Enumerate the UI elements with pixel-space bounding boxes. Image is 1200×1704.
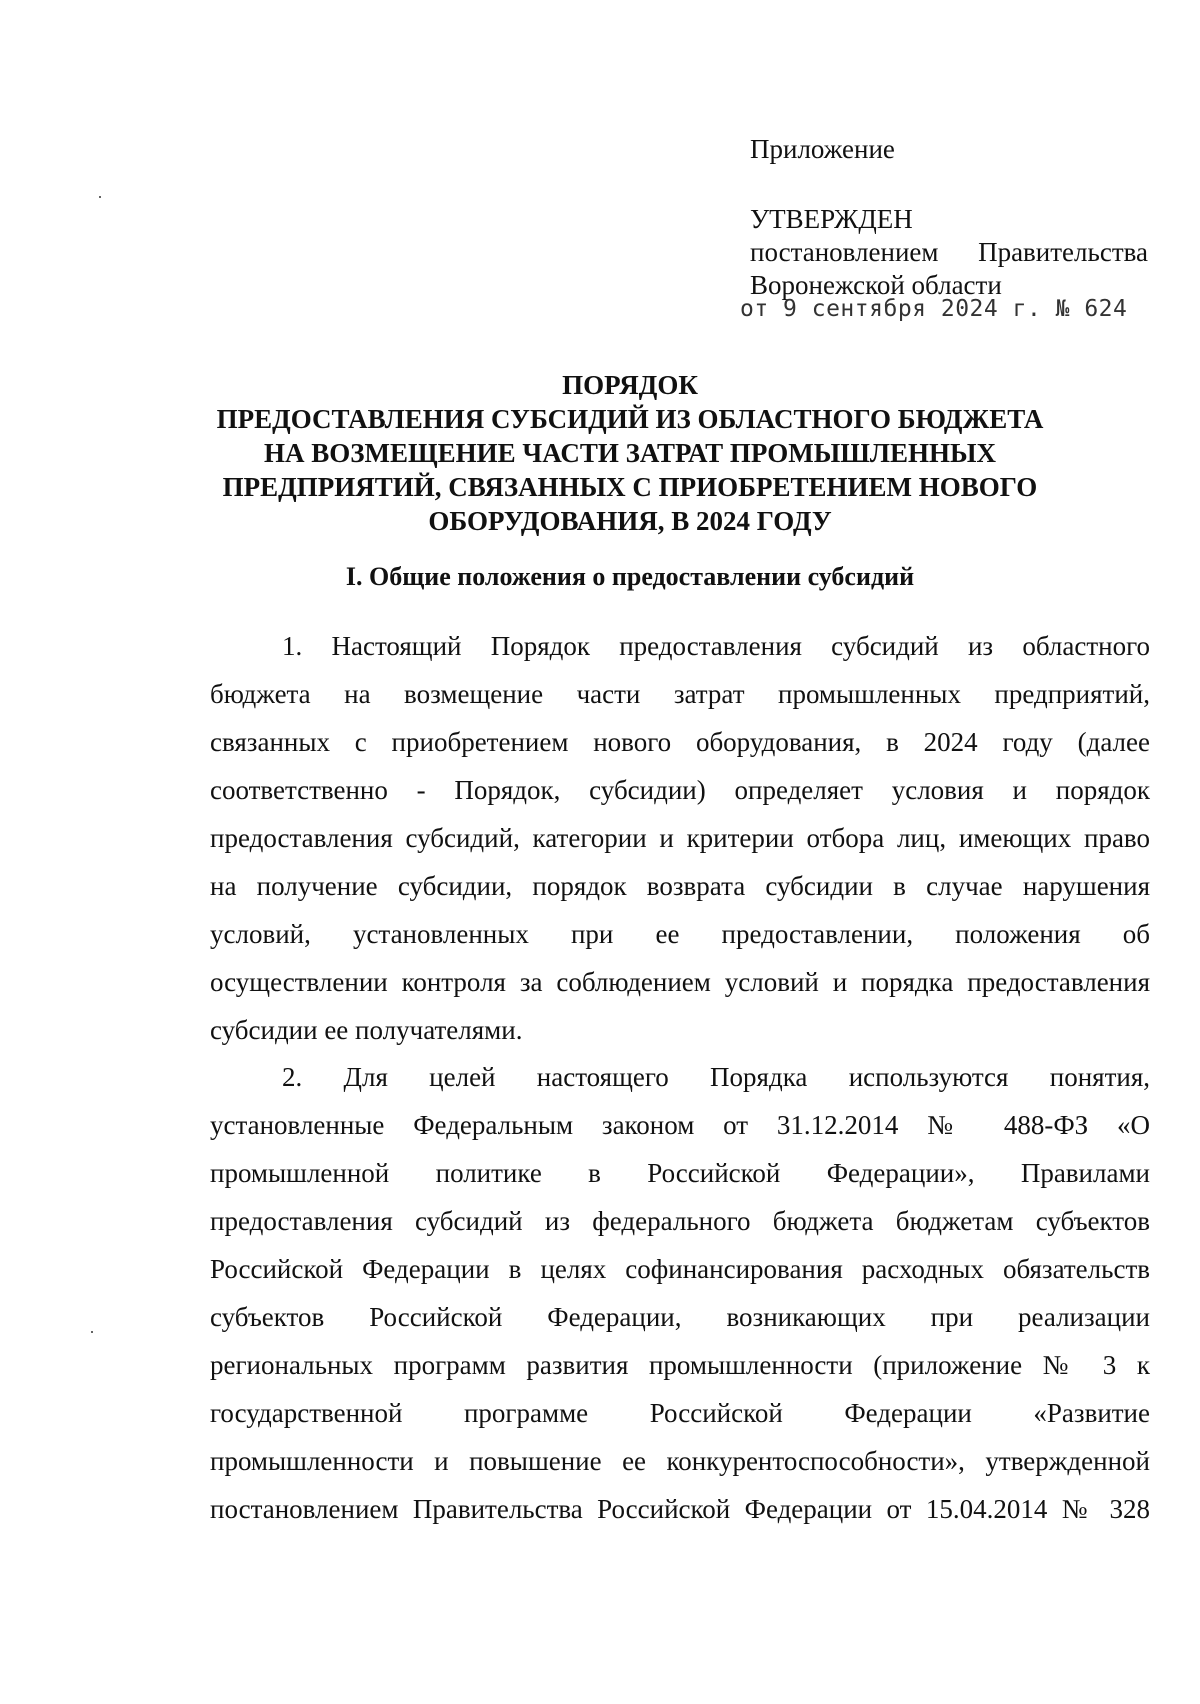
text-line: бюджета на возмещение части затрат промышленных предприятий, [210, 679, 1150, 709]
text-line: осуществлении контроля за соблюдением условий и порядка предоставления [210, 967, 1150, 997]
text-line: 1. Настоящий Порядок предоставления субсидий из областного [282, 631, 1150, 661]
text-line: промышленности и повышение ее конкурентоспособности», утвержденной [210, 1446, 1150, 1476]
text-line: промышленной политике в Российской Федерации», Правилами [210, 1158, 1150, 1188]
paragraph-2 [210, 1053, 1150, 1533]
paragraph-1 [210, 622, 1150, 1054]
approved-by-government: Правительства [978, 237, 1148, 267]
title-line: ПОРЯДОК [562, 370, 698, 400]
text-line: 2. Для целей настоящего Порядка используются понятия, [282, 1062, 1150, 1092]
scan-speck [91, 1331, 93, 1333]
scan-speck [99, 196, 101, 198]
text-line: на получение субсидии, порядок возврата субсидии в случае нарушения [210, 871, 1150, 901]
appendix-label: Приложение [750, 134, 895, 164]
document-title [200, 368, 1060, 538]
text-line: предоставления субсидий, категории и критерии отбора лиц, имеющих право [210, 823, 1150, 853]
text-line: региональных программ развития промышленности (приложение № 3 к [210, 1350, 1150, 1380]
text-line: государственной программе Российской Федерации «Развитие [210, 1398, 1150, 1428]
text-line: установленные Федеральным законом от 31.12.2014 № 488-ФЗ «О [210, 1110, 1150, 1140]
text-line: субъектов Российской Федерации, возникающих при реализации [210, 1302, 1150, 1332]
approved-by-word: постановлением [750, 237, 939, 267]
text-line: субсидии ее получателями. [210, 1015, 523, 1045]
approved-by-line [750, 236, 1148, 269]
text-line: соответственно - Порядок, субсидии) определяет условия и порядок [210, 775, 1150, 805]
text-line: Российской Федерации в целях софинансирования расходных обязательств [210, 1254, 1150, 1284]
text-line: постановлением Правительства Российской Федерации от 15.04.2014 № 328 [210, 1494, 1150, 1524]
section-heading: I. Общие положения о предоставлении субсидий [345, 562, 915, 591]
text-line: связанных с приобретением нового оборудования, в 2024 году (далее [210, 727, 1150, 757]
region-name: Воронежской области [750, 270, 1002, 300]
title-line: ОБОРУДОВАНИЯ, В 2024 ГОДУ [428, 506, 832, 536]
title-line: ПРЕДОСТАВЛЕНИЯ СУБСИДИЙ ИЗ ОБЛАСТНОГО БЮДЖЕТА [216, 404, 1044, 434]
title-line: ПРЕДПРИЯТИЙ, СВЯЗАННЫХ С ПРИОБРЕТЕНИЕМ НОВОГО [222, 472, 1038, 502]
approval-block [750, 203, 1148, 302]
title-line: НА ВОЗМЕЩЕНИЕ ЧАСТИ ЗАТРАТ ПРОМЫШЛЕННЫХ [263, 438, 997, 468]
decree-date-stamp: от 9 сентября 2024 г. № 624 [740, 296, 1128, 322]
text-line: условий, установленных при ее предоставлении, положения об [210, 919, 1150, 949]
approved-label: УТВЕРЖДЕН [750, 204, 913, 234]
text-line: предоставления субсидий из федерального бюджета бюджетам субъектов [210, 1206, 1150, 1236]
